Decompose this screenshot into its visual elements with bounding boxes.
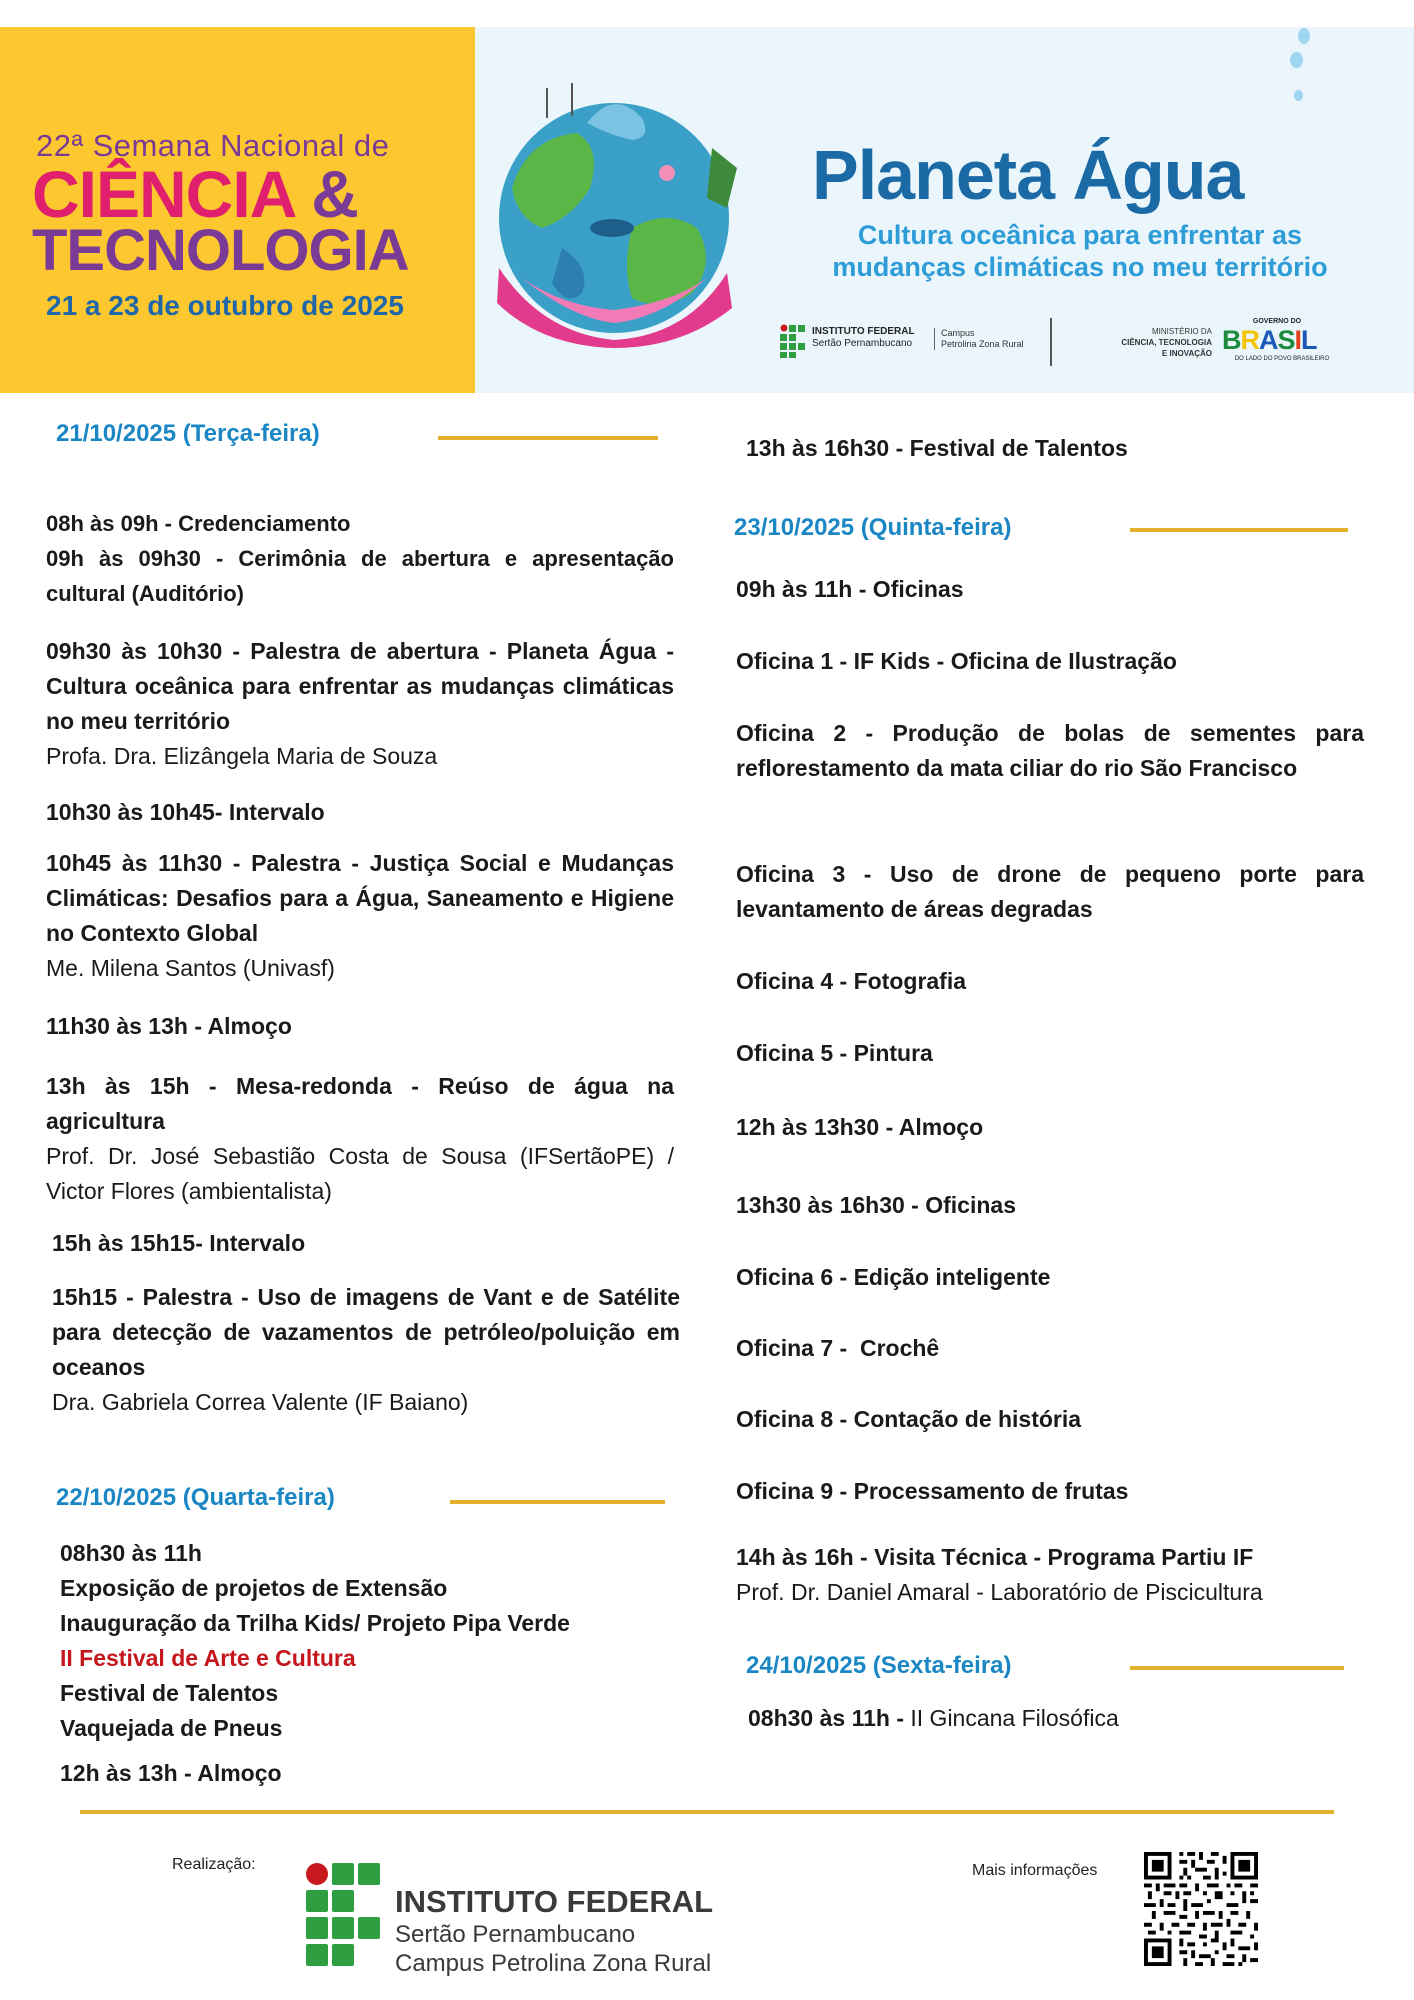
day1-speaker: Dra. Gabriela Correa Valente (IF Baiano)	[52, 1389, 469, 1415]
day1-event: 09h30 às 10h30 - Palestra de abertura - Planeta Água - Cultura oceânica para enfrentar as mudanças climáticas no meu território	[46, 638, 674, 734]
day1-event: 15h15 - Palestra - Uso de imagens de Vant e de Satélite para detecção de vazamentos de petróleo/poluição em oceanos	[52, 1284, 680, 1380]
day2-event-highlight: II Festival de Arte e Cultura	[60, 1645, 356, 1671]
if-logo-icon	[780, 324, 806, 358]
if-logo-icon	[305, 1862, 381, 1968]
day4-date: 24/10/2025 (Sexta-feira)	[746, 1652, 1012, 1679]
day2-event: Inauguração da Trilha Kids/ Projeto Pipa Verde	[60, 1610, 570, 1636]
day1-event: 13h às 16h30 - Festival de Talentos	[746, 435, 1128, 461]
qr-code-icon[interactable]	[1144, 1852, 1258, 1966]
water-drop-icon	[1294, 90, 1303, 101]
event-dates: 21 a 23 de outubro de 2025	[46, 290, 404, 321]
edition-line: 22ª Semana Nacional de	[36, 128, 390, 163]
day3-event: Oficina 9 - Processamento de frutas	[736, 1478, 1129, 1504]
day3-event: Oficina 4 - Fotografia	[736, 968, 967, 994]
day1-speaker: Me. Milena Santos (Univasf)	[46, 955, 335, 981]
day3-event: Oficina 5 - Pintura	[736, 1040, 933, 1066]
gov-line: GOVERNO DO	[1252, 318, 1302, 325]
partner-logos	[780, 318, 1340, 368]
title-ciencia: CIÊNCIA &	[32, 157, 358, 231]
day2-event: Exposição de projetos de Extensão	[60, 1575, 448, 1601]
day1-rule	[438, 436, 658, 440]
water-drop-icon	[1298, 28, 1310, 44]
logo-divider	[1050, 318, 1052, 366]
day1-event: 13h às 15h - Mesa-redonda - Reúso de água na agricultura	[46, 1073, 674, 1134]
gov-motto: DO LADO DO POVO BRASILEIRO	[1234, 356, 1330, 362]
day3-event: 13h30 às 16h30 - Oficinas	[736, 1192, 1016, 1218]
footer-if-name: INSTITUTO FEDERAL	[395, 1884, 714, 1919]
day1-event: 10h45 às 11h30 - Palestra - Justiça Social e Mudanças Climáticas: Desafios para a Água, Saneamento e Higiene no Contexto Global	[46, 850, 674, 946]
day1-date: 21/10/2025 (Terça-feira)	[56, 420, 320, 447]
day3-event: 12h às 13h30 - Almoço	[736, 1114, 984, 1140]
day3-event: Oficina 2 - Produção de bolas de sementes para reflorestamento da mata ciliar do rio São Francisco	[736, 720, 1364, 781]
theme-title: Planeta Água	[812, 136, 1244, 214]
ministry-logo: MINISTÉRIO DA CIÊNCIA, TECNOLOGIA E INOVAÇÃO	[1121, 327, 1212, 358]
footer-if-campus: Campus Petrolina Zona Rural	[395, 1950, 712, 1977]
day2-rule	[450, 1500, 665, 1504]
day1-speaker: Profa. Dra. Elizângela Maria de Souza	[46, 743, 438, 769]
footer-rule	[80, 1810, 1334, 1814]
footer-if-sub: Sertão Pernambucano	[395, 1921, 636, 1948]
more-info-label: Mais informações	[972, 1862, 1098, 1879]
day4-event: 08h30 às 11h - II Gincana Filosófica	[748, 1705, 1119, 1731]
day1-event: 15h às 15h15- Intervalo	[52, 1230, 306, 1256]
day4-rule	[1130, 1666, 1344, 1670]
day1-speaker: Prof. Dr. José Sebastião Costa de Sousa (IFSertãoPE) / Victor Flores (ambientalista)	[46, 1143, 674, 1204]
day3-event: Oficina 3 - Uso de drone de pequeno porte para levantamento de áreas degradas	[736, 861, 1364, 922]
day3-speaker: Prof. Dr. Daniel Amaral - Laboratório de Piscicultura	[736, 1579, 1263, 1605]
if-small-name: INSTITUTO FEDERAL Sertão Pernambucano	[812, 326, 915, 349]
day1-event: 11h30 às 13h - Almoço	[46, 1013, 292, 1039]
day1-event: 08h às 09h - Credenciamento	[46, 511, 351, 536]
realizacao-label: Realização:	[172, 1856, 256, 1873]
campus-small: Campus Petrolina Zona Rural	[934, 328, 1024, 350]
globe-illustration	[482, 78, 747, 348]
gov-brasil-logo: BRASIL	[1222, 325, 1317, 355]
day3-date: 23/10/2025 (Quinta-feira)	[734, 514, 1012, 541]
day2-event: 08h30 às 11h	[60, 1540, 202, 1566]
day3-rule	[1130, 528, 1348, 532]
day3-event: Oficina 6 - Edição inteligente	[736, 1264, 1051, 1290]
day1-event: 10h30 às 10h45- Intervalo	[46, 799, 325, 825]
theme-subtitle: Cultura oceânica para enfrentar as mudanças climáticas no meu território	[832, 220, 1328, 282]
day2-event: 12h às 13h - Almoço	[60, 1760, 282, 1786]
day3-event: Oficina 7 - Crochê	[736, 1335, 940, 1361]
day1-event: 09h às 09h30 - Cerimônia de abertura e apresentação cultural (Auditório)	[46, 546, 674, 606]
day2-event: Vaquejada de Pneus	[60, 1715, 283, 1741]
water-drop-icon	[1290, 52, 1303, 68]
day3-event: 14h às 16h - Visita Técnica - Programa Partiu IF	[736, 1544, 1254, 1570]
day3-event: 09h às 11h - Oficinas	[736, 576, 964, 602]
day3-event: Oficina 8 - Contação de história	[736, 1406, 1082, 1432]
day2-event: Festival de Talentos	[60, 1680, 279, 1706]
title-tecnologia: TECNOLOGIA	[32, 218, 409, 283]
day2-date: 22/10/2025 (Quarta-feira)	[56, 1484, 335, 1511]
day3-event: Oficina 1 - IF Kids - Oficina de Ilustração	[736, 648, 1177, 674]
